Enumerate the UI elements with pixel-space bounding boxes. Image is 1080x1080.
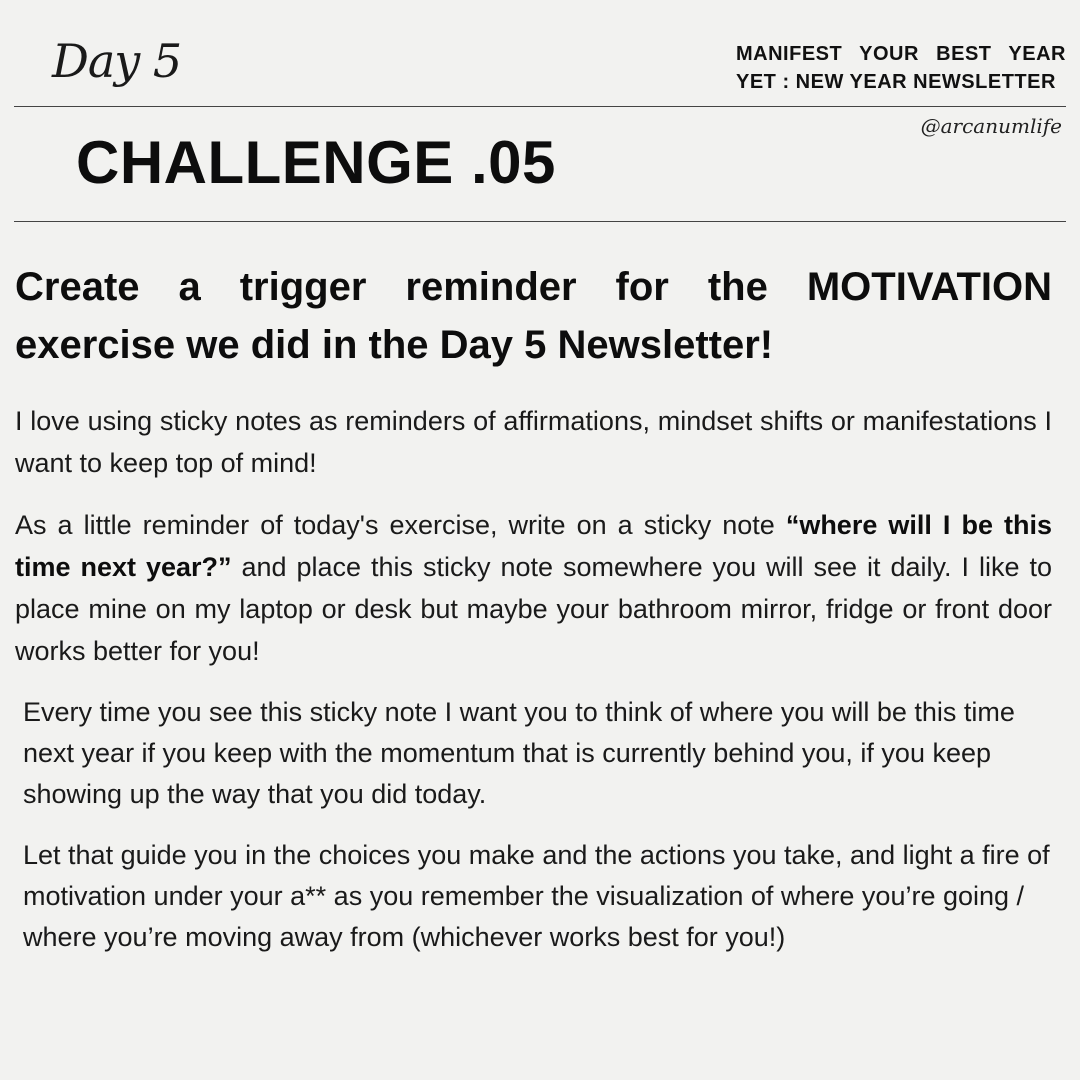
bottom-divider — [14, 221, 1066, 222]
challenge-title: CHALLENGE .05 — [76, 129, 556, 196]
challenge-headline: Create a trigger reminder for the MOTIVATION exercise we did in the Day 5 Newsletter! — [15, 265, 1052, 367]
paragraph-reminder-question: “where will I be this time next year?” — [15, 510, 1052, 582]
newsletter-title — [736, 40, 1066, 96]
newsletter-title-line1: MANIFEST YOUR BEST YEAR — [736, 43, 1066, 65]
top-divider — [14, 106, 1066, 107]
paragraph-reminder-rest: and place this sticky note somewhere you will see it daily. I like to place mine on my laptop or desk but maybe your bathroom mirror, fridge or front door works better for you! — [15, 552, 1052, 666]
paragraph-reminder-intro: As a little reminder of today's exercise, write on a sticky note — [15, 510, 786, 540]
paragraph-sticky-notes: I love using sticky notes as reminders of affirmations, mindset shifts or manifestations I want to keep top of mind! — [15, 406, 1052, 478]
paragraph-guide: Let that guide you in the choices you make and the actions you take, and light a fire of motivation under your a** as you remember the visualization of where you’re going / where you’re moving away from (whichever works best for you!) — [23, 840, 1050, 952]
day-label: Day 5 — [52, 34, 182, 88]
social-handle: @arcanumlife — [920, 114, 1062, 138]
newsletter-title-line2: YET : NEW YEAR NEWSLETTER — [736, 71, 1056, 93]
body-content — [15, 258, 1052, 978]
paragraph-reminder — [15, 504, 1052, 672]
paragraph-momentum: Every time you see this sticky note I want you to think of where you will be this time next year if you keep with the momentum that is currently behind you, if you keep showing up the way that you did today. — [23, 697, 1015, 809]
